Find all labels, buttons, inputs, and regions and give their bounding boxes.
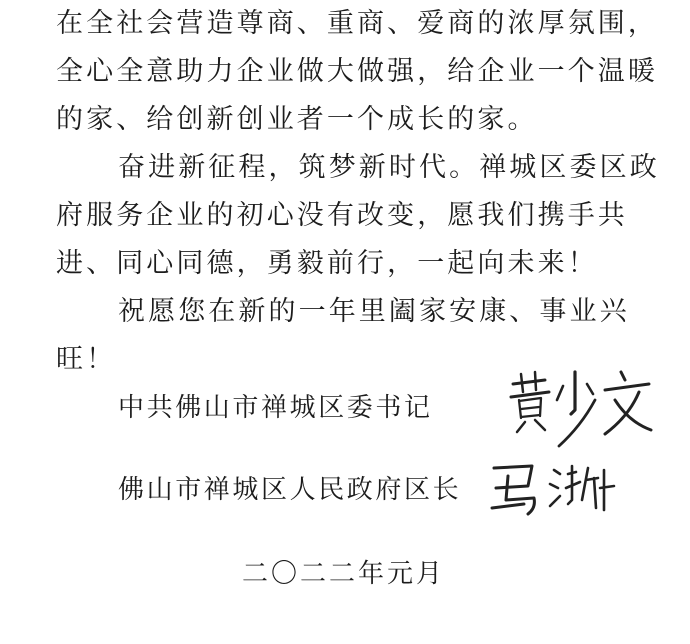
letter-line: 进、同心同德，勇毅前行，一起向未来！ [56, 248, 598, 279]
party-secretary-title: 中共佛山市禅城区委书记 [118, 393, 433, 423]
letter-body [56, 0, 660, 384]
district-head-handwritten-signature [488, 460, 618, 522]
letter-line: 奋进新征程，筑梦新时代。禅城区委区政 [118, 152, 660, 183]
party-secretary-signature-block [0, 370, 690, 440]
letter-line: 祝愿您在新的一年里阖家安康、事业兴 [118, 296, 630, 327]
letter-line: 全心全意助力企业做大做强，给企业一个温暖 [56, 56, 658, 87]
letter-line: 旺！ [56, 344, 117, 375]
district-head-title: 佛山市禅城区人民政府区长 [118, 475, 462, 505]
letter-line: 府服务企业的初心没有改变，愿我们携手共 [56, 200, 628, 231]
district-head-signature-block [0, 456, 690, 526]
letter-line: 的家、给创新创业者一个成长的家。 [56, 104, 538, 135]
letter-line: 在全社会营造尊商、重商、爱商的浓厚氛围， [56, 8, 658, 39]
letter-date: 二〇二二年元月 [242, 559, 446, 589]
party-secretary-handwritten-signature [505, 370, 655, 450]
